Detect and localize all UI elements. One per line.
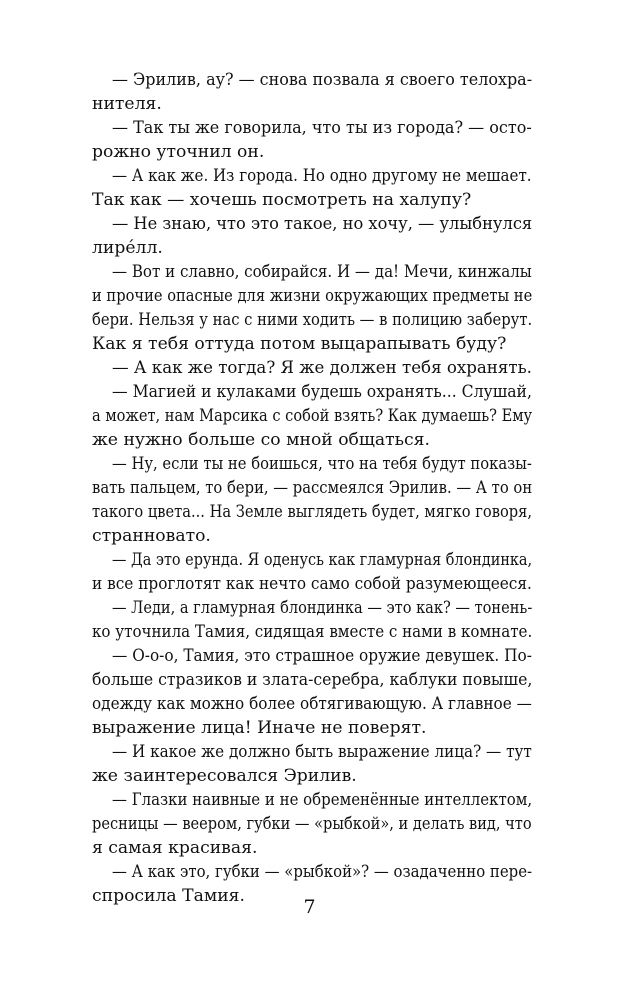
text-line: — А как же тогда? Я же должен тебя охранять. bbox=[112, 358, 532, 378]
text-line: — И какое же должно быть выражение лица? — тут bbox=[112, 742, 532, 762]
text-line: Так как — хочешь посмотреть на халупу? bbox=[92, 190, 472, 210]
text-line: — Так ты же говорила, что ты из города? — осто- bbox=[112, 118, 532, 138]
text-line: же нужно больше со мной общаться. bbox=[92, 430, 430, 450]
text-line: же заинтересовался Эрилив. bbox=[92, 766, 357, 786]
text-line: нителя. bbox=[92, 94, 162, 114]
text-line: — Не знаю, что это такое, но хочу, — улыбнулся bbox=[112, 214, 533, 234]
text-line: Как я тебя оттуда потом выцарапывать буду? bbox=[92, 334, 507, 354]
text-line: выражение лица! Иначе не поверят. bbox=[92, 718, 427, 738]
text-line: а может, нам Марсика с собой взять? Как думаешь? Ему bbox=[92, 406, 533, 426]
text-line: — Вот и славно, собирайся. И — да! Мечи, кинжалы bbox=[112, 262, 532, 282]
text-line: — А как же. Из города. Но одно другому не мешает. bbox=[112, 166, 532, 186]
text-line: такого цвета... На Земле выглядеть будет, мягко говоря, bbox=[92, 502, 532, 522]
text-line: ко уточнила Тамия, сидящая вместе с нами в комнате. bbox=[92, 622, 533, 642]
text-line: — Глазки наивные и не обременённые интеллектом, bbox=[112, 790, 533, 810]
text-line: — А как это, губки — «рыбкой»? — озадаченно пере- bbox=[112, 862, 533, 882]
text-line: одежду как можно более обтягивающую. А главное — bbox=[92, 694, 532, 714]
text-line: лирéлл. bbox=[92, 238, 163, 258]
text-line: вать пальцем, то бери, — рассмеялся Эрилив. — А то он bbox=[92, 478, 533, 498]
text-line: бери. Нельзя у нас с ними ходить — в полицию заберут. bbox=[92, 310, 533, 330]
text-line: — Ну, если ты не боишься, что на тебя будут показы- bbox=[112, 454, 532, 474]
text-line: — О-о-о, Тамия, это страшное оружие девушек. По- bbox=[112, 646, 532, 666]
text-line: и прочие опасные для жизни окружающих предметы не bbox=[92, 286, 533, 306]
text-line: — Да это ерунда. Я оденусь как гламурная блондинка, bbox=[112, 550, 533, 570]
text-line: странновато. bbox=[92, 526, 211, 546]
text-line: больше стразиков и злата-серебра, каблуки повыше, bbox=[92, 670, 533, 690]
text-line: — Леди, а гламурная блондинка — это как? — тонень- bbox=[112, 598, 533, 618]
text-line: рожно уточнил он. bbox=[92, 142, 265, 162]
text-line: ресницы — веером, губки — «рыбкой», и делать вид, что bbox=[92, 814, 532, 834]
text-line: спросила Тамия. bbox=[92, 886, 245, 906]
text-line: и все проглотят как нечто само собой разумеющееся. bbox=[92, 574, 532, 594]
text-line: — Эрилив, ау? — снова позвала я своего телохра- bbox=[112, 70, 533, 90]
text-line: — Магией и кулаками будешь охранять... Слушай, bbox=[112, 382, 532, 402]
text-line: я самая красивая. bbox=[92, 838, 258, 858]
page-number: 7 bbox=[303, 896, 316, 918]
